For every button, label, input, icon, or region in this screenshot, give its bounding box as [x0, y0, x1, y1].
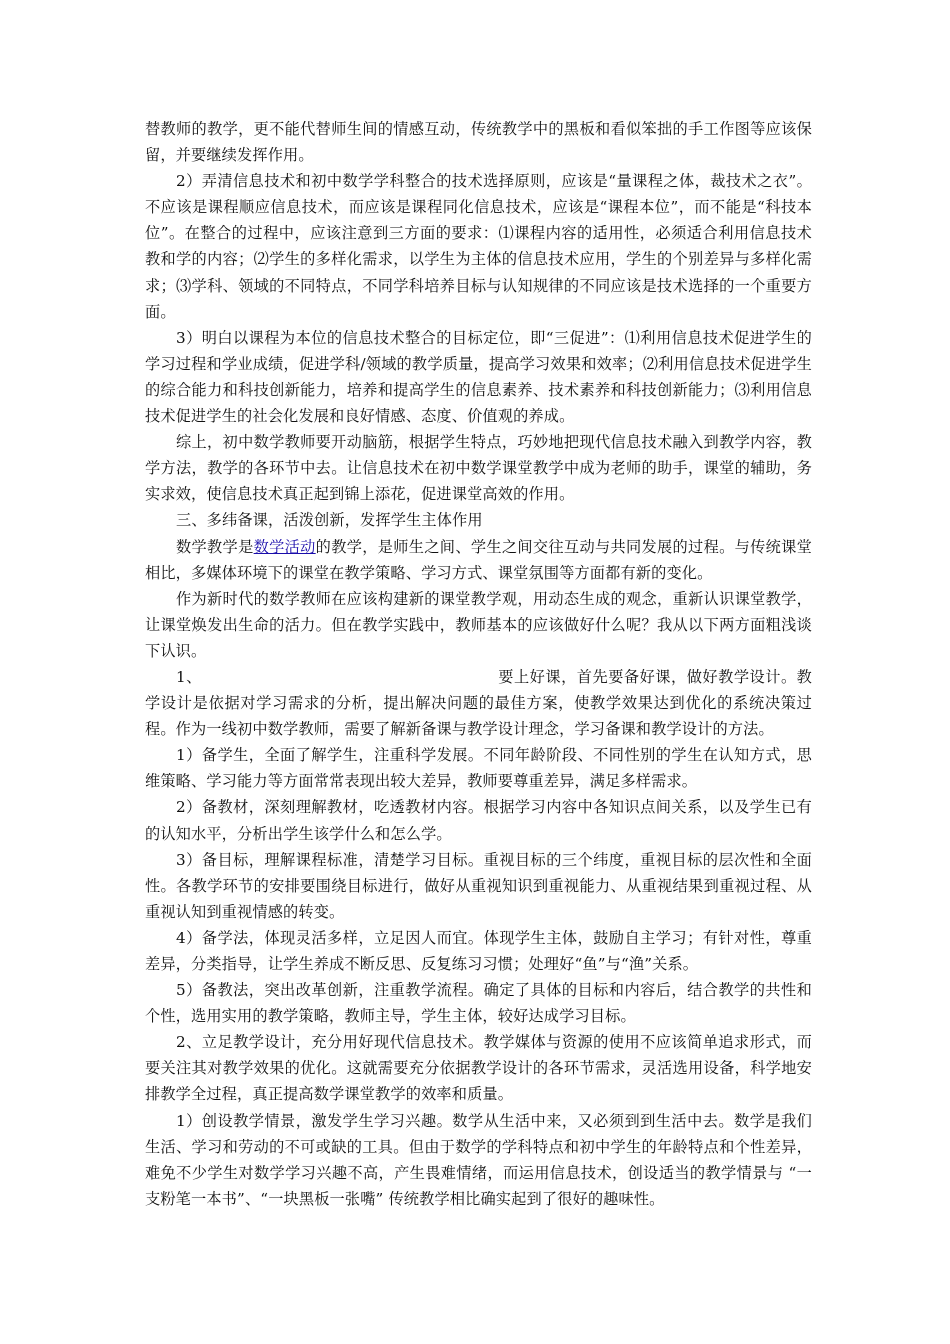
item-1-text: 要上好课，首先要备好课，做好教学设计。教学设计是依据对学习需求的分析，提出解决问题的最佳方案，使教学效果达到优化的系统决策过程。作为一线初中数学教师，需要了解新备课与教学设计理念，学习备课和教学设计的方法。: [145, 667, 812, 739]
paragraph-new-teachers: 作为新时代的数学教师在应该构建新的课堂教学观，用动态生成的观念，重新认识课堂教学，让课堂焕发出生命的活力。但在教学实践中，教师基本的应该做好什么呢？我从以下两方面粗浅谈下认识。: [145, 589, 812, 660]
paragraph-tech-selection: 2）弄清信息技术和初中数学学科整合的技术选择原则，应该是“量课程之体，裁技术之衣”。不应该是课程顺应信息技术，而应该是课程同化信息技术，应该是“课程本位”，而不能是“科技本位”。在整合的过程中，应该注意到三方面的要求：⑴课程内容的适用性，必须适合利用信息技术教和学的内容；⑵学生的多样化需求，以学生为主体的信息技术应用，学生的个别差异与多样化需求；⑶学科、领域的不同特点，不同学科培养目标与认知规律的不同应该是技术选择的一个重要方面。: [145, 172, 812, 321]
paragraph-prepare-students: 1）备学生，全面了解学生，注重科学发展。不同年龄阶段、不同性别的学生在认知方式，思维策略、学习能力等方面常常表现出较大差异，教师要尊重差异，满足多样需求。: [145, 746, 812, 791]
math-activity-link[interactable]: 数学活动: [253, 537, 316, 556]
paragraph-math-activity: [145, 534, 812, 586]
paragraph-prepare-learning: 4）备学法，体现灵活多样，立足因人而宜。体现学生主体，鼓励自主学习；有针对性，尊重差异，分类指导，让学生养成不断反思、反复练习习惯；处理好“鱼”与“渔”关系。: [145, 928, 812, 973]
paragraph-create-scenario: 1）创设教学情景，激发学生学习兴趣。数学从生活中来，又必须到到生活中去。数学是我们生活、学习和劳动的不可或缺的工具。但由于数学的学科特点和初中学生的年龄特点和个性差异，难免不少学生对数学学习兴趣不高，产生畏难情绪，而运用信息技术，创设适当的教学情景与 “一支粉笔一本书”、“一块黑板一张嘴” 传统教学相比确实起到了很好的趣味性。: [145, 1111, 812, 1208]
paragraph-continuation: 替教师的教学，更不能代替师生间的情感互动，传统教学中的黑板和看似笨拙的手工作图等应该保留，并要继续发挥作用。: [145, 120, 812, 165]
paragraph-prepare-methods: 5）备教法，突出改革创新，注重教学流程。确定了具体的目标和内容后，结合教学的共性和个性，选用实用的教学策略，教师主导，学生主体，较好达成学习目标。: [145, 981, 812, 1026]
paragraph-prepare-goals: 3）备目标，理解课程标准，清楚学习目标。重视目标的三个纬度，重视目标的层次性和全面性。各教学环节的安排要围绕目标进行，做好从重视知识到重视能力、从重视结果到重视过程、从重视认知到重视情感的转变。: [145, 850, 812, 921]
paragraph-item-1: [145, 664, 812, 742]
math-para-before: 数学教学是: [176, 537, 254, 556]
paragraph-prepare-materials: 2）备教材，深刻理解教材，吃透教材内容。根据学习内容中各知识点间关系，以及学生已有的认知水平，分析出学生该学什么和怎么学。: [145, 798, 812, 843]
paragraph-three-promotions: 3）明白以课程为本位的信息技术整合的目标定位，即“三促进”：⑴利用信息技术促进学生的学习过程和学业成绩，促进学科/领域的教学质量，提高学习效果和效率；⑵利用信息技术促进学生的综合能力和科技创新能力，培养和提高学生的信息素养、技术素养和科技创新能力；⑶利用信息技术促进学生的社会化发展和良好情感、态度、价值观的养成。: [145, 328, 812, 426]
paragraph-summary: 综上，初中数学教师要开动脑筋，根据学生特点，巧妙地把现代信息技术融入到教学内容，教学方法，教学的各环节中去。让信息技术在初中数学课堂教学中成为老师的助手，课堂的辅助，务实求效，使信息技术真正起到锦上添花，促进课堂高效的作用。: [145, 433, 812, 504]
item-1-number: 1、: [176, 667, 202, 686]
section-heading: 三、多纬备课，活泼创新，发挥学生主体作用: [176, 511, 483, 530]
math-para-after: 的教学，是师生之间、学生之间交往互动与共同发展的过程。与传统课堂相比，多媒体环境下的课堂在教学策略、学习方式、课堂氛围等方面都有新的变化。: [145, 537, 813, 582]
paragraph-item-2: 2、立足教学设计，充分用好现代信息技术。教学媒体与资源的使用不应该简单追求形式，而要关注其对教学效果的优化。这就需要充分依据教学设计的各环节需求，灵活选用设备，科学地安排教学全过程，真正提高数学课堂教学的效率和质量。: [145, 1033, 812, 1104]
document-body: [145, 116, 812, 1212]
